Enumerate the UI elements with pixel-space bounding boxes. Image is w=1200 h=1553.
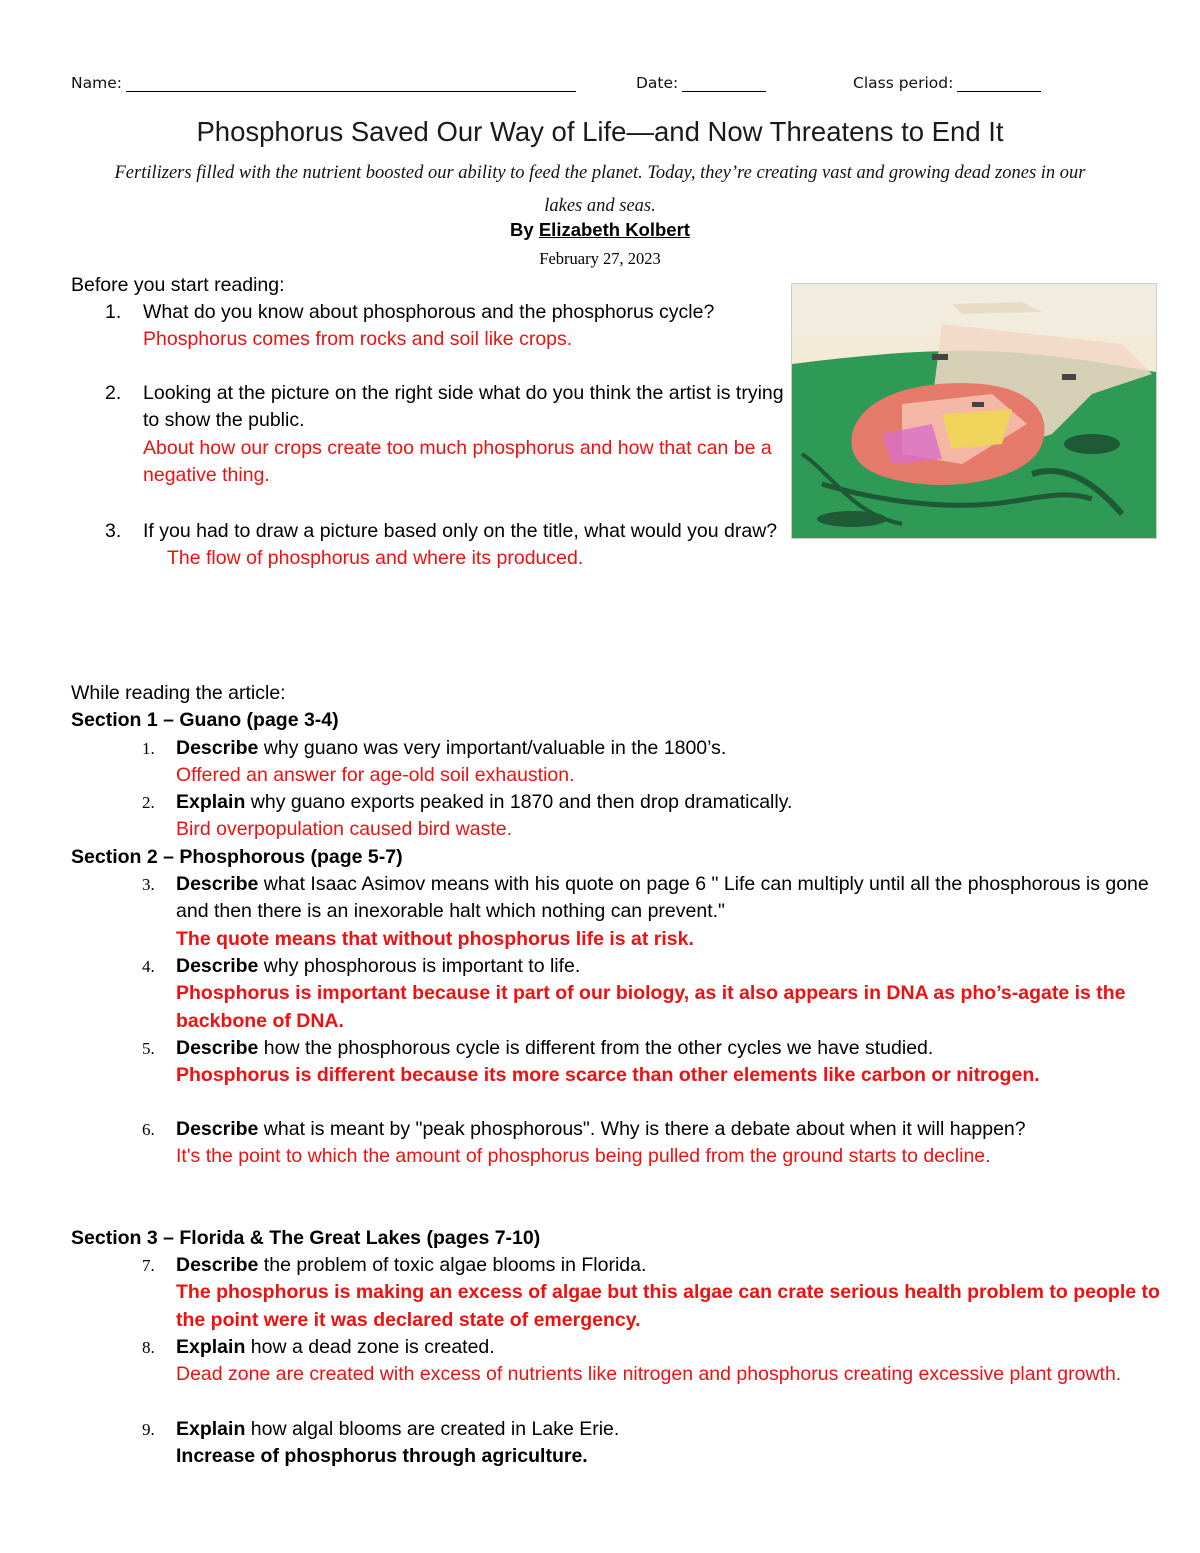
- answer-text: Phosphorus is different because its more scarce than other elements like carbon or nitrogen.: [176, 1064, 1040, 1087]
- question-8: 8. Explain how a dead zone is created. Dead zone are created with excess of nutrients like nitrogen and phosphorus creating excessive plant growth.: [71, 1334, 1161, 1389]
- question-9: 9. Explain how algal blooms are created in Lake Erie. Increase of phosphorus through agriculture.: [71, 1416, 1161, 1471]
- class-period-field[interactable]: Class period:: [853, 74, 1041, 92]
- answer-text: Phosphorus is important because it part of our biology, as it also appears in DNA as pho’s-agate is the backbone of DNA.: [176, 982, 1126, 1032]
- section-2-heading: Section 2 – Phosphorous (page 5-7): [71, 846, 403, 868]
- date-field[interactable]: Date:: [636, 74, 766, 92]
- before-question-3: 3. If you had to draw a picture based only on the title, what would you draw? The flow of phosphorus and where its produced.: [71, 518, 786, 573]
- question-text: Looking at the picture on the right side what do you think the artist is trying to show the public.: [143, 382, 784, 432]
- while-reading-heading: While reading the article:: [71, 682, 286, 704]
- article-title: Phosphorus Saved Our Way of Life—and Now Threatens to End It: [196, 116, 1004, 147]
- question-text: What do you know about phosphorous and the phosphorus cycle?: [143, 301, 715, 323]
- worksheet-header: [71, 74, 1131, 100]
- section-1-heading: Section 1 – Guano (page 3-4): [71, 709, 339, 731]
- name-blank[interactable]: [126, 74, 576, 92]
- author-name: Elizabeth Kolbert: [538, 219, 690, 240]
- before-question-1: 1. What do you know about phosphorous and the phosphorus cycle? Phosphorus comes from rocks and soil like crops.: [71, 299, 786, 354]
- answer-text: Dead zone are created with excess of nutrients like nitrogen and phosphorus creating excessive plant growth.: [176, 1363, 1122, 1386]
- article-illustration: [791, 283, 1157, 539]
- article-subtitle: Fertilizers filled with the nutrient boosted our ability to feed the planet. Today, they’re creating vast and growing dead zones in our lakes and seas.: [114, 163, 1086, 216]
- answer-text: The quote means that without phosphorus life is at risk.: [176, 927, 694, 950]
- question-4: 4. Describe why phosphorous is important to life. Phosphorus is important because it part of our biology, as it also appears in DNA as pho’s-agate is the backbone of DNA.: [71, 953, 1161, 1035]
- before-reading-heading: Before you start reading:: [71, 274, 285, 296]
- article-date: February 27, 2023: [539, 249, 661, 268]
- question-3: 3. Describe what Isaac Asimov means with his quote on page 6 " Life can multiply until all the phosphorous is gone and then there is an inexorable halt which nothing can prevent." The quote means that without phosphorus life is at risk.: [71, 871, 1161, 953]
- name-field[interactable]: Name:: [71, 74, 576, 92]
- before-question-2: 2. Looking at the picture on the right side what do you think the artist is trying to show the public. About how our crops create too much phosphorus and how that can be a negative thing.: [71, 380, 786, 489]
- question-1: 1. Describe why guano was very important/valuable in the 1800’s. Offered an answer for age-old soil exhaustion.: [71, 735, 1161, 790]
- class-period-blank[interactable]: [957, 74, 1041, 92]
- question-2: 2. Explain why guano exports peaked in 1870 and then drop dramatically. Bird overpopulation caused bird waste.: [71, 789, 1161, 844]
- question-7: 7. Describe the problem of toxic algae blooms in Florida. The phosphorus is making an excess of algae but this algae can crate serious health problem to people to the point were it was declared state of emergency.: [71, 1252, 1161, 1334]
- answer-text: Phosphorus comes from rocks and soil like crops.: [143, 328, 573, 351]
- question-5: 5. Describe how the phosphorous cycle is different from the other cycles we have studied. Phosphorus is different because its more scarce than other elements like carbon or nitrogen.: [71, 1035, 1161, 1090]
- byline: By Elizabeth Kolbert: [510, 219, 690, 240]
- answer-text: The flow of phosphorus and where its produced.: [167, 547, 584, 570]
- date-blank[interactable]: [682, 74, 766, 92]
- answer-text: It's the point to which the amount of phosphorus being pulled from the ground starts to decline.: [176, 1145, 991, 1168]
- question-text: If you had to draw a picture based only on the title, what would you draw?: [143, 520, 778, 542]
- question-6: 6. Describe what is meant by "peak phosphorous". Why is there a debate about when it will happen? It's the point to which the amount of phosphorus being pulled from the ground starts to decline.: [71, 1116, 1161, 1171]
- answer-text: Increase of phosphorus through agriculture.: [176, 1445, 588, 1468]
- answer-text: The phosphorus is making an excess of algae but this algae can crate serious health problem to people to the point were it was declared state of emergency.: [176, 1281, 1160, 1331]
- section-3-heading: Section 3 – Florida & The Great Lakes (pages 7-10): [71, 1227, 541, 1249]
- answer-text: About how our crops create too much phosphorus and how that can be a negative thing.: [143, 436, 772, 486]
- answer-text: Offered an answer for age-old soil exhaustion.: [176, 764, 575, 787]
- answer-text: Bird overpopulation caused bird waste.: [176, 818, 513, 841]
